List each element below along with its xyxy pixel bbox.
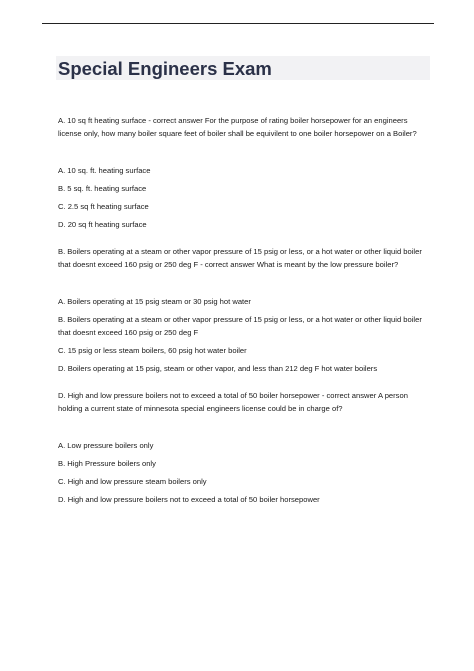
question-list bbox=[58, 114, 430, 506]
section-gap bbox=[58, 375, 430, 389]
document-title: Special Engineers Exam bbox=[58, 58, 272, 79]
question-prompt: D. High and low pressure boilers not to exceed a total of 50 boiler horsepower - correct answer A person holding a current state of minnesota special engineers license could be in charge of? bbox=[58, 391, 408, 413]
answer-option: C. 2.5 sq ft heating surface bbox=[58, 202, 149, 211]
answer-option: C. 15 psig or less steam boilers, 60 psig hot water boiler bbox=[58, 346, 247, 355]
answer-option: D. High and low pressure boilers not to exceed a total of 50 boiler horsepower bbox=[58, 495, 320, 504]
section-gap bbox=[58, 231, 430, 245]
question-prompt: B. Boilers operating at a steam or other vapor pressure of 15 psig or less, or a hot water or other liquid boiler that doesnt exceed 160 psig or 250 deg F - correct answer What is meant by the low pressure boiler? bbox=[58, 247, 422, 269]
question-block-1 bbox=[58, 114, 430, 231]
question-block-2 bbox=[58, 245, 430, 375]
answer-option: C. High and low pressure steam boilers only bbox=[58, 477, 207, 486]
question-block-3 bbox=[58, 389, 430, 506]
answer-option: A. 10 sq. ft. heating surface bbox=[58, 166, 151, 175]
answer-option: D. 20 sq ft heating surface bbox=[58, 220, 147, 229]
answer-option: D. Boilers operating at 15 psig, steam or other vapor, and less than 212 deg F hot water boilers bbox=[58, 364, 378, 373]
answer-option: A. Low pressure boilers only bbox=[58, 441, 154, 450]
answer-option: B. 5 sq. ft. heating surface bbox=[58, 184, 147, 193]
answer-option: A. Boilers operating at 15 psig steam or 30 psig hot water bbox=[58, 297, 251, 306]
question-prompt: A. 10 sq ft heating surface - correct answer For the purpose of rating boiler horsepower for an engineers license only, how many boiler square feet of boiler shall be equivilent to one boiler horsepower on a Boiler? bbox=[58, 116, 417, 138]
answer-option: B. Boilers operating at a steam or other vapor pressure of 15 psig or less, or a hot water or other liquid boiler that doesnt exceed 160 psig or 250 deg F bbox=[58, 315, 422, 337]
header-rule bbox=[42, 23, 434, 24]
answer-option: B. High Pressure boilers only bbox=[58, 459, 156, 468]
